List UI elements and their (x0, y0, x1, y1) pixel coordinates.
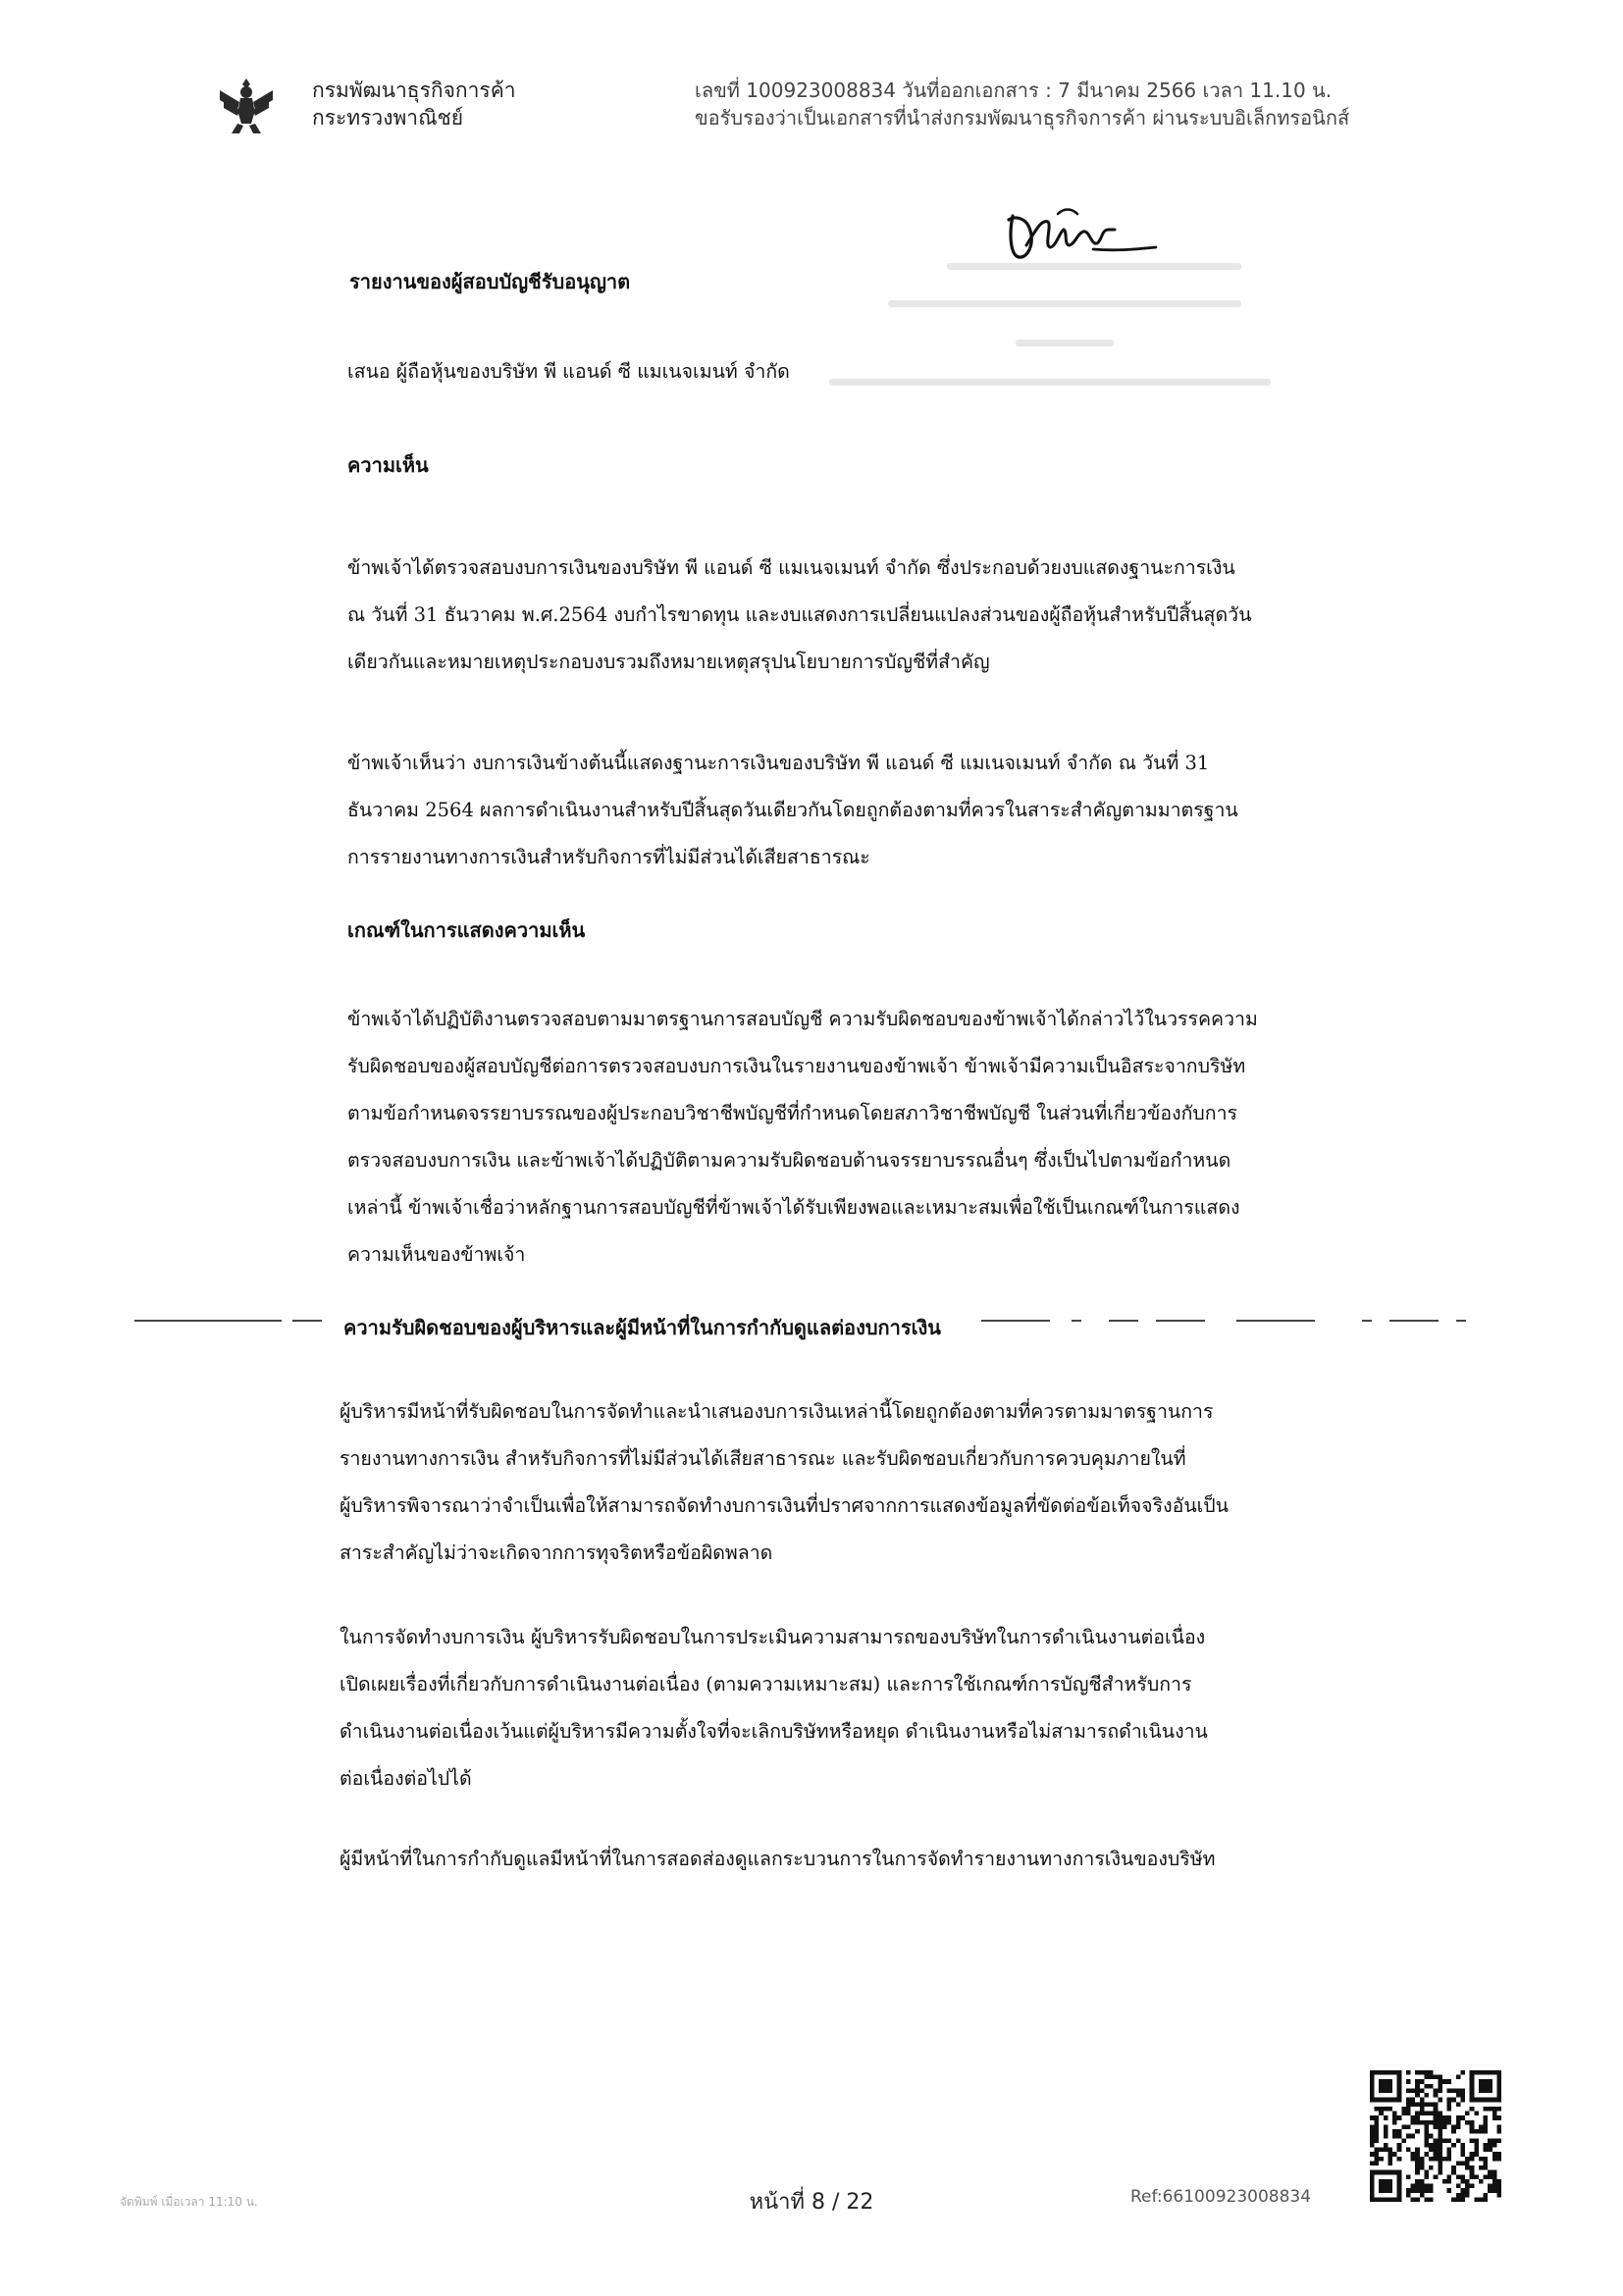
department-line-2: กระทรวงพาณิชย์ (312, 106, 464, 130)
text-line: ตรวจสอบงบการเงิน และข้าพเจ้าได้ปฏิบัติตามความรับผิดชอบด้านจรรยาบรรณอื่นๆ ซึ่งเป็นไปตามข้อกำหนด (347, 1149, 1231, 1172)
text-line: รายงานทางการเงิน สำหรับกิจการที่ไม่มีส่วนได้เสียสาธารณะ และรับผิดชอบเกี่ยวกับการควบคุมภายในที่ (340, 1447, 1186, 1470)
scan-line (1072, 1320, 1081, 1322)
print-timestamp: จัดพิมพ์ เมื่อเวลา 11:10 น. (120, 2195, 258, 2209)
scan-line (1236, 1320, 1315, 1322)
scan-line (1456, 1320, 1466, 1322)
text-line: สาระสำคัญไม่ว่าจะเกิดจากการทุจริตหรือข้อผิดพลาด (340, 1541, 773, 1564)
scan-line (1389, 1320, 1439, 1322)
section-heading-basis: เกณฑ์ในการแสดงความเห็น (347, 918, 586, 942)
page-number: หน้าที่ 8 / 22 (749, 2190, 874, 2215)
report-title: รายงานของผู้สอบบัญชีรับอนุญาต (349, 270, 631, 293)
text-line: เหล่านี้ ข้าพเจ้าเชื่อว่าหลักฐานการสอบบัญชีที่ข้าพเจ้าได้รับเพียงพอและเหมาะสมเพื่อใช้เป็นเกณฑ์ในการแสดง (347, 1196, 1240, 1219)
text-line: การรายงานทางการเงินสำหรับกิจการที่ไม่มีส่วนได้เสียสาธารณะ (347, 846, 870, 868)
certification-line: ขอรับรองว่าเป็นเอกสารที่นำส่งกรมพัฒนาธุรกิจการค้า ผ่านระบบอิเล็กทรอนิกส์ (695, 106, 1350, 130)
text-line: ตามข้อกำหนดจรรยาบรรณของผู้ประกอบวิชาชีพบัญชีที่กำหนดโดยสภาวิชาชีพบัญชี ในส่วนที่เกี่ยวข้องกับการ (347, 1102, 1238, 1124)
document-certification (695, 77, 1349, 131)
addressee-line: เสนอ ผู้ถือหุ้นของบริษัท พี แอนด์ ซี แมเนจเมนท์ จำกัด (347, 360, 790, 383)
addressee (347, 348, 790, 395)
section-heading-responsibilities: ความรับผิดชอบของผู้บริหารและผู้มีหน้าที่ในการกำกับดูแลต่องบการเงิน (341, 1312, 943, 1343)
text-line: ข้าพเจ้าเห็นว่า งบการเงินข้างต้นนี้แสดงฐานะการเงินของบริษัท พี แอนด์ ซี แมเนจเมนท์ จำกัด ณ วันที่ 31 (347, 752, 1210, 774)
reference-number: Ref:66100923008834 (1130, 2187, 1312, 2207)
text-line: ดำเนินงานต่อเนื่องเว้นแต่ผู้บริหารมีความตั้งใจที่จะเลิกบริษัทหรือหยุด ดำเนินงานหรือไม่สามารถดำเนินงาน (340, 1720, 1208, 1743)
text-line: ผู้บริหารพิจารณาว่าจำเป็นเพื่อให้สามารถจัดทำงบการเงินที่ปราศจากการแสดงข้อมูลที่ขัดต่อข้อเท็จจริงอันเป็น (340, 1494, 1230, 1517)
text-line: รับผิดชอบของผู้สอบบัญชีต่อการตรวจสอบงบการเงินในรายงานของข้าพเจ้า ข้าพเจ้ามีความเป็นอิสระจากบริษัท (347, 1055, 1246, 1077)
scan-line (1156, 1320, 1205, 1322)
qr-code-icon (1370, 2070, 1501, 2202)
responsibilities-paragraph-1 (340, 1388, 1229, 1577)
text-line: ธันวาคม 2564 ผลการดำเนินงานสำหรับปีสิ้นสุดวันเดียวกันโดยถูกต้องตามที่ควรในสาระสำคัญตามมาตรฐาน (347, 799, 1238, 821)
department-name (312, 77, 516, 131)
opinion-paragraph-2 (347, 740, 1238, 881)
text-line: เปิดเผยเรื่องที่เกี่ยวกับการดำเนินงานต่อเนื่อง (ตามความเหมาะสม) และการใช้เกณฑ์การบัญชีสำหรับการ (340, 1673, 1192, 1696)
scan-line (292, 1320, 322, 1322)
text-line: เดียวกันและหมายเหตุประกอบงบรวมถึงหมายเหตุสรุปนโยบายการบัญชีที่สำคัญ (347, 651, 990, 673)
scan-line (134, 1320, 282, 1322)
responsibilities-paragraph-2 (340, 1614, 1208, 1802)
text-line: ความเห็นของข้าพเจ้า (347, 1243, 526, 1266)
opinion-paragraph-1 (347, 545, 1251, 686)
basis-paragraph (347, 996, 1258, 1278)
department-line-1: กรมพัฒนาธุรกิจการค้า (312, 78, 516, 102)
document-number-line: เลขที่ 100923008834 วันที่ออกเอกสาร : 7 มีนาคม 2566 เวลา 11.10 น. (695, 78, 1333, 102)
text-line: ผู้บริหารมีหน้าที่รับผิดชอบในการจัดทำและนำเสนองบการเงินเหล่านี้โดยถูกต้องตามที่ควรตามมาตรฐานการ (340, 1400, 1214, 1423)
text-line: ผู้มีหน้าที่ในการกำกับดูแลมีหน้าที่ในการสอดส่องดูแลกระบวนการในการจัดทำรายงานทางการเงินของบริษัท (340, 1848, 1216, 1870)
scan-line (981, 1320, 1050, 1322)
scan-line (1362, 1320, 1372, 1322)
responsibilities-paragraph-3 (340, 1836, 1215, 1883)
faded-stamp-area (810, 257, 1281, 394)
text-line: ในการจัดทำงบการเงิน ผู้บริหารรับผิดชอบในการประเมินความสามารถของบริษัทในการดำเนินงานต่อเนื่อง (340, 1626, 1206, 1648)
text-line: ณ วันที่ 31 ธันวาคม พ.ศ.2564 งบกำไรขาดทุน และงบแสดงการเปลี่ยนแปลงส่วนของผู้ถือหุ้นสำหรับปีสิ้นสุดวัน (347, 603, 1252, 626)
section-heading-opinion: ความเห็น (347, 453, 429, 477)
garuda-emblem-icon (218, 75, 275, 137)
text-line: ต่อเนื่องต่อไปได้ (340, 1767, 472, 1790)
text-line: ข้าพเจ้าได้ปฏิบัติงานตรวจสอบตามมาตรฐานการสอบบัญชี ความรับผิดชอบของข้าพเจ้าได้กล่าวไว้ในวรรคความ (347, 1008, 1258, 1030)
text-line: ข้าพเจ้าได้ตรวจสอบงบการเงินของบริษัท พี แอนด์ ซี แมเนจเมนท์ จำกัด ซึ่งประกอบด้วยงบแสดงฐานะการเงิน (347, 556, 1235, 579)
scan-line (1109, 1320, 1138, 1322)
